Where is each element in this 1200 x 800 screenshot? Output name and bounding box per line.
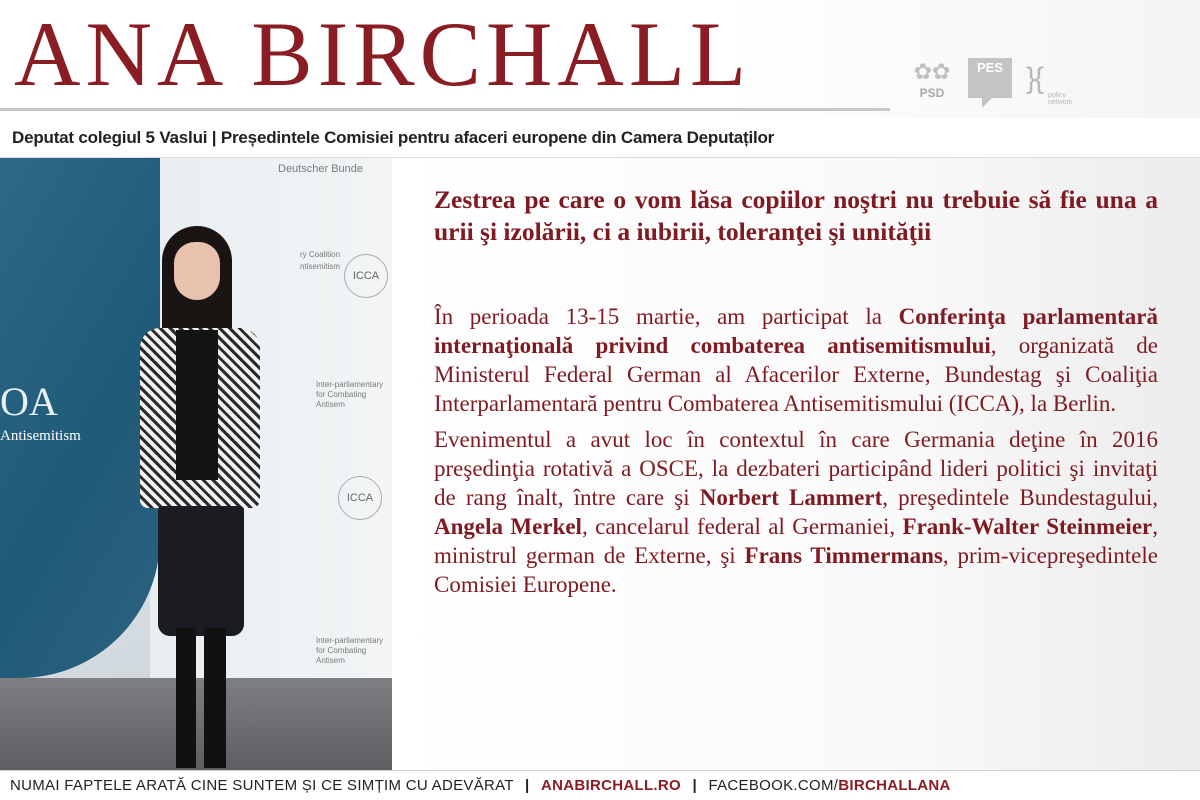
icca-logo: ICCA — [344, 254, 388, 298]
footer-separator: | — [525, 777, 530, 794]
banner-letters: OA — [0, 379, 58, 424]
footer-separator-2: | — [692, 777, 697, 794]
p1-text-1: În perioada 13-15 martie, am participat la — [434, 304, 899, 329]
paragraph-1 — [434, 302, 1158, 418]
site-title: ANA BIRCHALL — [14, 3, 752, 105]
p2-bold-lammert: Norbert Lammert — [699, 485, 883, 510]
wall-label-inter-4: for Combating Antisem — [316, 646, 367, 665]
facebook-link[interactable] — [708, 777, 950, 794]
p2-text-1: Evenimentul a avut loc în contextul în care Germania deţine în 2016 preşedinţia rotativă a OSCE, la dezbateri participând lideri politici şi invitaţi de rang înalt, între care şi — [434, 427, 1158, 510]
speech-bubble-icon — [982, 98, 992, 108]
article — [392, 158, 1200, 770]
p2-text-2: , preşedintele Bundestagului, — [882, 485, 1159, 510]
wall-label-inter-1: Inter-parliamentary — [316, 380, 384, 389]
wall-label-coalition-2: ntisemitism — [300, 262, 341, 271]
p2-text-5: , prim-vicepreşedintele Comisiei Europene. — [434, 543, 1158, 597]
footer — [0, 770, 1200, 800]
subtitle: Deputat colegiul 5 Vaslui | Președintele Comisiei pentru afaceri europene din Camera Deputaților — [0, 118, 1200, 158]
p2-text-3: , cancelarul federal al Germaniei, — [581, 514, 903, 539]
wall-label-bundestag: Deutscher Bunde — [278, 163, 363, 175]
icca-logo-lower: ICCA — [338, 476, 382, 520]
website-link[interactable]: ANABIRCHALL.RO — [540, 777, 682, 794]
person-figure — [130, 218, 290, 770]
psd-logo[interactable] — [910, 58, 954, 114]
pes-logo[interactable] — [968, 58, 1012, 108]
roses-icon: ✿✿ — [913, 59, 951, 84]
header — [0, 0, 1200, 118]
p2-text-4: , ministrul german de Externe, şi — [434, 514, 1158, 568]
facebook-prefix: FACEBOOK.COM/ — [708, 777, 839, 794]
top — [176, 330, 218, 480]
p1-text-2: , organizată de Ministerul Federal German al Afacerilor Externe, Bundestag şi Coaliţia Interparlamentară pentru Combaterea Antisemitismului (ICCA), la Berlin. — [434, 333, 1158, 416]
legs — [176, 628, 226, 768]
policy-network-logo[interactable] — [1026, 64, 1086, 114]
pes-logo-label: PES — [968, 58, 1012, 98]
wall-label-inter-3: Inter-parliamentary — [316, 636, 384, 645]
facebook-name: BIRCHALLANA — [838, 777, 951, 794]
policy-network-label: policy network — [1048, 92, 1073, 106]
p1-bold-conference: Conferinţa parlamentară internaţională privind combaterea antisemitismului — [434, 304, 1158, 358]
skirt — [158, 506, 244, 636]
wall-label-coalition-1: ry Coalition — [300, 250, 341, 259]
article-body — [434, 302, 1158, 606]
footer-motto: NUMAI FAPTELE ARATĂ CINE SUNTEM ȘI CE SIMȚIM CU ADEVĂRAT — [10, 777, 514, 794]
article-headline: Zestrea pe care o vom lăsa copiilor noştri nu trebuie să fie una a urii şi izolării, ci a iubirii, toleranţei şi unităţii — [434, 185, 1158, 246]
banner-text: Antisemitism — [0, 428, 81, 444]
psd-logo-label: PSD — [919, 86, 945, 100]
paragraph-2 — [434, 425, 1158, 599]
header-divider — [0, 108, 890, 111]
p2-bold-steinmeier: Frank-Walter Steinmeier — [902, 514, 1153, 539]
braces-icon: }{ — [1026, 62, 1043, 95]
p2-bold-merkel: Angela Merkel — [434, 514, 582, 539]
party-logos — [910, 58, 1090, 118]
p2-bold-timmermans: Frans Timmermans — [744, 543, 943, 568]
event-photo — [0, 158, 392, 770]
wall-label-inter-2: for Combating Antisem — [316, 390, 367, 409]
face — [174, 242, 220, 300]
